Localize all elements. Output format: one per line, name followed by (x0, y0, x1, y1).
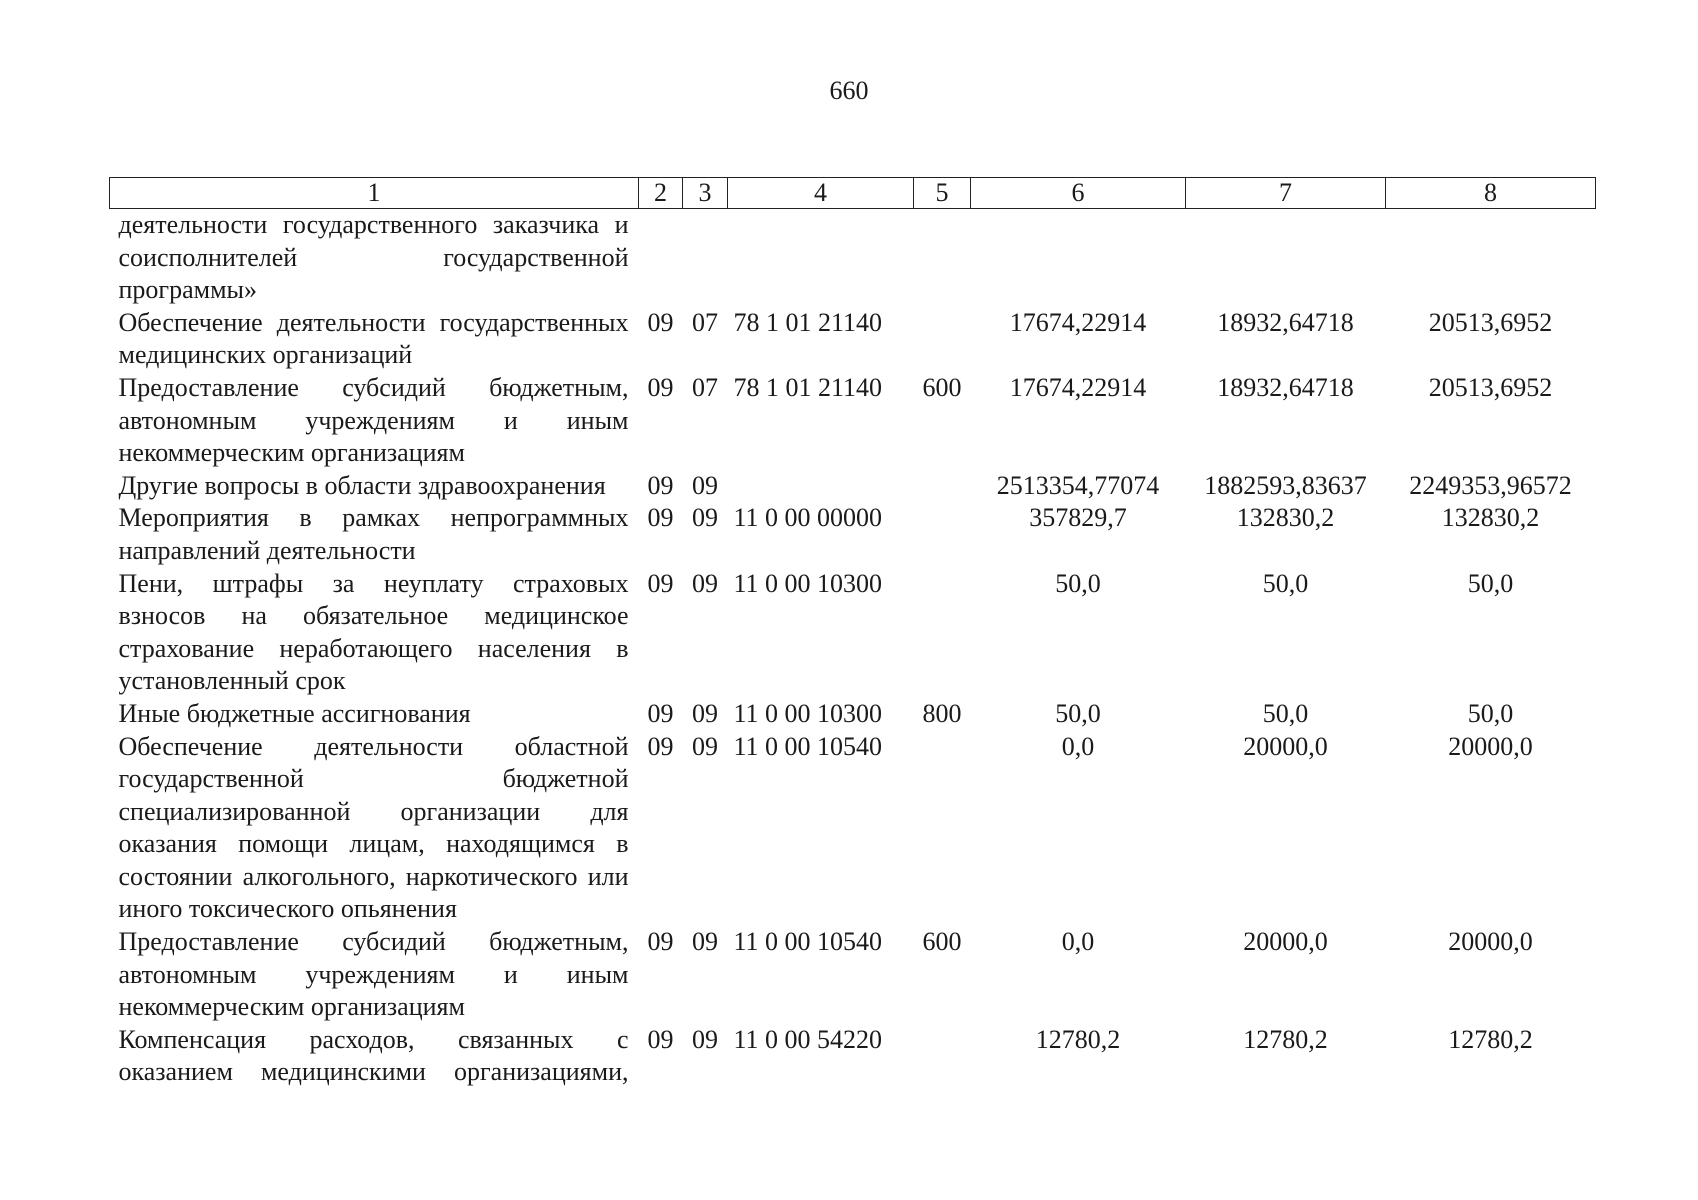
column-header-6: 6 (971, 178, 1186, 209)
row-value-year1: 12780,2 (1035, 1024, 1121, 1054)
row-value-year2: 20000,0 (1243, 731, 1328, 761)
row-csr: 11 0 00 54220 (733, 1024, 883, 1054)
table-row (110, 926, 1596, 1024)
row-value-year1: 0,0 (1061, 927, 1095, 957)
row-name: Компенсация расходов, связанных с оказанием медицинскими организациями, (118, 1024, 629, 1087)
row-vr (914, 731, 971, 927)
row-value-year1: 50,0 (1055, 568, 1101, 598)
column-header-4: 4 (728, 178, 914, 209)
row-vr (914, 470, 971, 503)
table-row (110, 209, 1596, 307)
row-vr (914, 502, 971, 567)
row-value-year3: 20513,6952 (1428, 307, 1553, 337)
column-header-3: 3 (683, 178, 728, 209)
row-csr: 11 0 00 00000 (733, 503, 883, 533)
row-name: Другие вопросы в области здравоохранения (118, 470, 606, 500)
row-podrazdel: 09 (692, 503, 718, 533)
row-name: Обеспечение деятельности областной государственной бюджетной специализированной организации для оказания помощи лицам, находящимся в состоянии алкогольного, наркотического или иного токсического опьянения (118, 731, 629, 924)
row-value-year3: 20000,0 (1448, 731, 1533, 761)
row-csr: 78 1 01 21140 (733, 372, 883, 402)
row-value-year3: 2249353,96572 (1409, 470, 1572, 500)
row-podrazdel: 09 (692, 1024, 718, 1054)
row-value-year2: 18932,64718 (1217, 307, 1354, 337)
row-value-year3: 50,0 (1467, 698, 1514, 728)
row-csr: 78 1 01 21140 (733, 307, 883, 337)
table-row (110, 502, 1596, 567)
row-vr (914, 209, 971, 307)
row-razdel: 09 (647, 927, 674, 957)
row-podrazdel: 07 (692, 307, 718, 337)
row-value-year3: 132830,2 (1441, 503, 1540, 533)
column-header-8: 8 (1386, 178, 1596, 209)
row-podrazdel: 09 (692, 731, 718, 761)
row-value-year3 (1386, 209, 1596, 307)
row-razdel: 09 (647, 307, 674, 337)
row-podrazdel: 09 (692, 698, 718, 728)
row-value-year3: 20000,0 (1448, 927, 1533, 957)
budget-table (109, 177, 1596, 1089)
row-value-year2: 20000,0 (1243, 927, 1328, 957)
column-header-1: 1 (110, 178, 639, 209)
row-csr: 11 0 00 10540 (733, 927, 883, 957)
row-razdel: 09 (647, 372, 674, 402)
row-name: деятельности государственного заказчика и соисполнителей государственной программы» (118, 210, 629, 305)
row-vr (914, 307, 971, 372)
row-podrazdel: 09 (692, 568, 718, 598)
row-razdel: 09 (647, 1024, 674, 1054)
table-row (110, 731, 1596, 927)
table-row (110, 568, 1596, 698)
row-value-year1: 2513354,77074 (996, 470, 1160, 500)
row-name: Предоставление субсидий бюджетным, автономным учреждениям и иным некоммерческим организациям (118, 372, 629, 468)
table-header (110, 178, 1596, 209)
row-name: Предоставление субсидий бюджетным, автономным учреждениям и иным некоммерческим организациям (118, 927, 629, 1022)
row-vr: 800 (922, 698, 962, 728)
row-value-year3: 50,0 (1467, 568, 1514, 598)
table-row (110, 698, 1596, 731)
header-row (110, 178, 1596, 209)
column-header-7: 7 (1186, 178, 1386, 209)
row-value-year1: 17674,22914 (1009, 372, 1147, 402)
row-vr: 600 (922, 372, 962, 402)
row-name: Пени, штрафы за неуплату страховых взносов на обязательное медицинское страхование неработающего населения в установленный срок (118, 568, 629, 696)
row-name: Иные бюджетные ассигнования (118, 698, 471, 728)
row-name: Мероприятия в рамках непрограммных направлений деятельности (118, 503, 629, 565)
table-row (110, 307, 1596, 372)
row-csr: 11 0 00 10300 (733, 698, 883, 728)
row-podrazdel: 09 (692, 470, 718, 500)
column-header-2: 2 (639, 178, 683, 209)
row-csr (728, 209, 914, 307)
row-value-year3: 12780,2 (1448, 1024, 1533, 1054)
row-razdel (639, 209, 683, 307)
row-csr (728, 470, 914, 503)
row-vr (914, 1024, 971, 1089)
row-podrazdel: 09 (692, 927, 718, 957)
row-value-year3: 20513,6952 (1428, 372, 1553, 402)
row-value-year2: 132830,2 (1236, 503, 1335, 533)
row-value-year1: 17674,22914 (1009, 307, 1147, 337)
row-podrazdel: 07 (692, 372, 718, 402)
table-body (110, 209, 1596, 1090)
row-podrazdel (683, 209, 728, 307)
row-value-year2: 18932,64718 (1217, 372, 1354, 402)
row-value-year2: 50,0 (1262, 568, 1309, 598)
row-vr (914, 568, 971, 698)
row-value-year2 (1186, 209, 1386, 307)
row-value-year1: 0,0 (1061, 731, 1095, 761)
table-row (110, 1024, 1596, 1089)
row-razdel: 09 (647, 568, 674, 598)
row-value-year2: 50,0 (1262, 698, 1309, 728)
row-value-year2: 12780,2 (1243, 1024, 1328, 1054)
row-csr: 11 0 00 10300 (733, 568, 883, 598)
row-value-year1 (971, 209, 1186, 307)
row-razdel: 09 (647, 731, 674, 761)
table-row (110, 372, 1596, 470)
page-number: 660 (829, 76, 869, 105)
row-value-year1: 50,0 (1055, 698, 1101, 728)
row-vr: 600 (922, 927, 962, 957)
row-razdel: 09 (647, 470, 674, 500)
table-row (110, 470, 1596, 503)
row-value-year1: 357829,7 (1029, 503, 1127, 533)
column-header-5: 5 (914, 178, 971, 209)
row-value-year2: 1882593,83637 (1204, 470, 1367, 500)
row-csr: 11 0 00 10540 (733, 731, 883, 761)
row-name: Обеспечение деятельности государственных медицинских организаций (118, 307, 629, 370)
row-razdel: 09 (647, 698, 674, 728)
row-razdel: 09 (647, 503, 674, 533)
